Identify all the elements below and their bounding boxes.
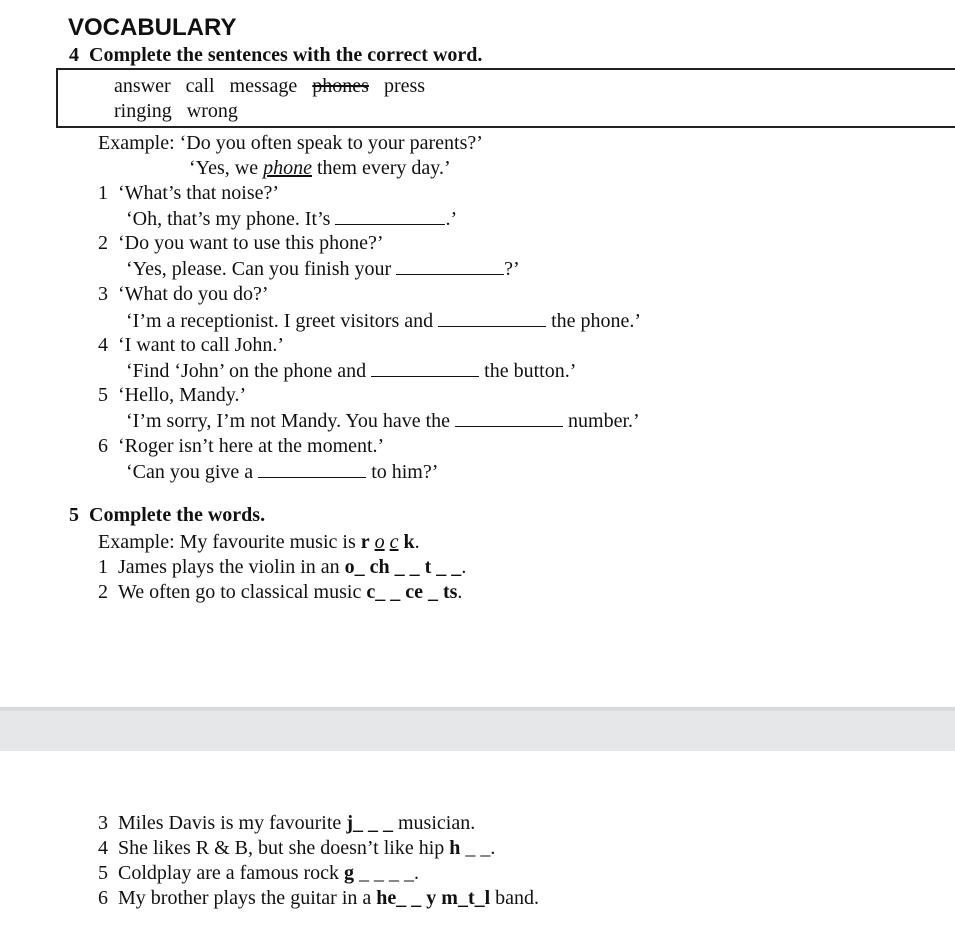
item-number: 4: [98, 837, 108, 859]
item-text: She likes R & B, but she doesn’t like hip: [118, 837, 450, 859]
item-end: band.: [490, 887, 540, 909]
question-6: [98, 434, 384, 458]
exercise-instruction: Complete the sentences with the correct word.: [89, 44, 483, 66]
answer-blank[interactable]: [258, 459, 366, 478]
answer-blank[interactable]: [371, 358, 479, 377]
ex5-item-4: [98, 836, 495, 860]
item-number: 6: [98, 887, 108, 909]
word-item: press: [383, 75, 426, 97]
item-text: My brother plays the guitar in a: [118, 887, 377, 909]
item-number: 5: [98, 384, 108, 406]
word-to-complete[interactable]: h: [449, 837, 461, 859]
ex5-example: [98, 530, 420, 554]
question-5: [98, 383, 246, 407]
item-number: 6: [98, 435, 108, 457]
word-box-line-2: [114, 99, 238, 123]
item-question: ‘Do you want to use this phone?’: [118, 232, 384, 254]
ex5-example-end: .: [414, 531, 420, 553]
example-answer: [189, 156, 451, 180]
item-end: _ _.: [460, 837, 496, 859]
answer-end: the phone.’: [551, 310, 642, 332]
item-question: ‘What do you do?’: [118, 283, 269, 305]
question-4: [98, 333, 284, 357]
word-to-complete[interactable]: g: [344, 862, 355, 884]
exercise-5-heading: [69, 503, 265, 527]
question-1: [98, 181, 279, 205]
item-question: ‘I want to call John.’: [118, 334, 285, 356]
answer-text: ‘Yes, please. Can you finish your: [126, 258, 392, 280]
item-number: 2: [98, 232, 108, 254]
question-2: [98, 231, 384, 255]
item-question: ‘Roger isn’t here at the moment.’: [118, 435, 385, 457]
item-number: 4: [98, 334, 108, 356]
example-question: [98, 131, 483, 155]
item-number: 1: [98, 556, 108, 578]
example-question-text: ‘Do you often speak to your parents?’: [179, 132, 483, 154]
answer-blank[interactable]: [335, 206, 445, 225]
answer-text: ‘Find ‘John’ on the phone and: [126, 360, 367, 382]
exercise-instruction: Complete the words.: [89, 504, 266, 526]
word-to-complete[interactable]: j_ _ _: [346, 812, 393, 834]
example-label: Example:: [98, 132, 175, 154]
example-answer-start: ‘Yes, we: [189, 157, 264, 179]
section-title: VOCABULARY: [68, 14, 237, 41]
item-text: Miles Davis is my favourite: [118, 812, 347, 834]
ex5-example-text: Example: My favourite music is: [98, 531, 361, 553]
answer-end: ?’: [504, 258, 520, 280]
word-box-line-1: [114, 74, 425, 98]
answer-text: ‘I’m a receptionist. I greet visitors and: [126, 310, 434, 332]
answer-3: [126, 308, 641, 333]
answer-end: .’: [445, 208, 458, 230]
item-number: 1: [98, 182, 108, 204]
ex5-example-filled-letter: c: [389, 531, 399, 553]
item-number: 5: [98, 862, 108, 884]
ex5-item-6: [98, 886, 539, 910]
example-answer-end: them every day.’: [311, 157, 451, 179]
ex5-example-letter: k: [403, 531, 415, 553]
answer-text: ‘Oh, that’s my phone. It’s: [126, 208, 331, 230]
item-question: ‘What’s that noise?’: [118, 182, 280, 204]
ex5-item-5: [98, 861, 419, 885]
exercise-number: 4: [69, 44, 79, 66]
answer-blank[interactable]: [438, 308, 546, 327]
answer-blank[interactable]: [396, 256, 504, 275]
answer-end: to him?’: [371, 461, 439, 483]
ex5-example-filled-letter: o: [374, 531, 385, 553]
item-end: musician.: [392, 812, 476, 834]
answer-6: [126, 459, 438, 484]
example-answer-word: phone: [263, 157, 312, 179]
word-to-complete[interactable]: he_ _ y m_t_l: [376, 887, 491, 909]
exercise-number: 5: [69, 504, 79, 526]
answer-1: [126, 206, 457, 231]
ex5-item-1: [98, 555, 466, 579]
word-item: message: [229, 75, 298, 97]
answer-blank[interactable]: [455, 408, 563, 427]
word-item: answer: [114, 75, 171, 97]
answer-end: number.’: [568, 410, 640, 432]
question-3: [98, 282, 269, 306]
item-end: .: [461, 556, 467, 578]
answer-text: ‘Can you give a: [126, 461, 254, 483]
answer-4: [126, 358, 576, 383]
ex5-example-letter: r: [360, 531, 370, 553]
item-number: 2: [98, 581, 108, 603]
word-item: ringing: [114, 100, 172, 122]
item-text: James plays the violin in an: [118, 556, 345, 578]
answer-text: ‘I’m sorry, I’m not Mandy. You have the: [126, 410, 451, 432]
item-end: .: [457, 581, 463, 603]
word-item: wrong: [186, 100, 238, 122]
word-to-complete[interactable]: o_ ch _ _ t _ _: [344, 556, 462, 578]
ex5-item-3: [98, 811, 475, 835]
ex5-item-2: [98, 580, 462, 604]
answer-2: [126, 256, 520, 281]
answer-5: [126, 408, 640, 433]
item-end: _ _ _ _.: [354, 862, 420, 884]
answer-end: the button.’: [484, 360, 577, 382]
word-item-crossed-out: phones: [312, 75, 369, 97]
item-text: Coldplay are a famous rock: [118, 862, 345, 884]
item-question: ‘Hello, Mandy.’: [118, 384, 247, 406]
word-to-complete[interactable]: c_ _ ce _ ts: [366, 581, 458, 603]
item-number: 3: [98, 812, 108, 834]
item-text: We often go to classical music: [118, 581, 367, 603]
exercise-4-heading: [69, 43, 482, 67]
page-gap: [0, 711, 955, 751]
item-number: 3: [98, 283, 108, 305]
word-item: call: [185, 75, 215, 97]
